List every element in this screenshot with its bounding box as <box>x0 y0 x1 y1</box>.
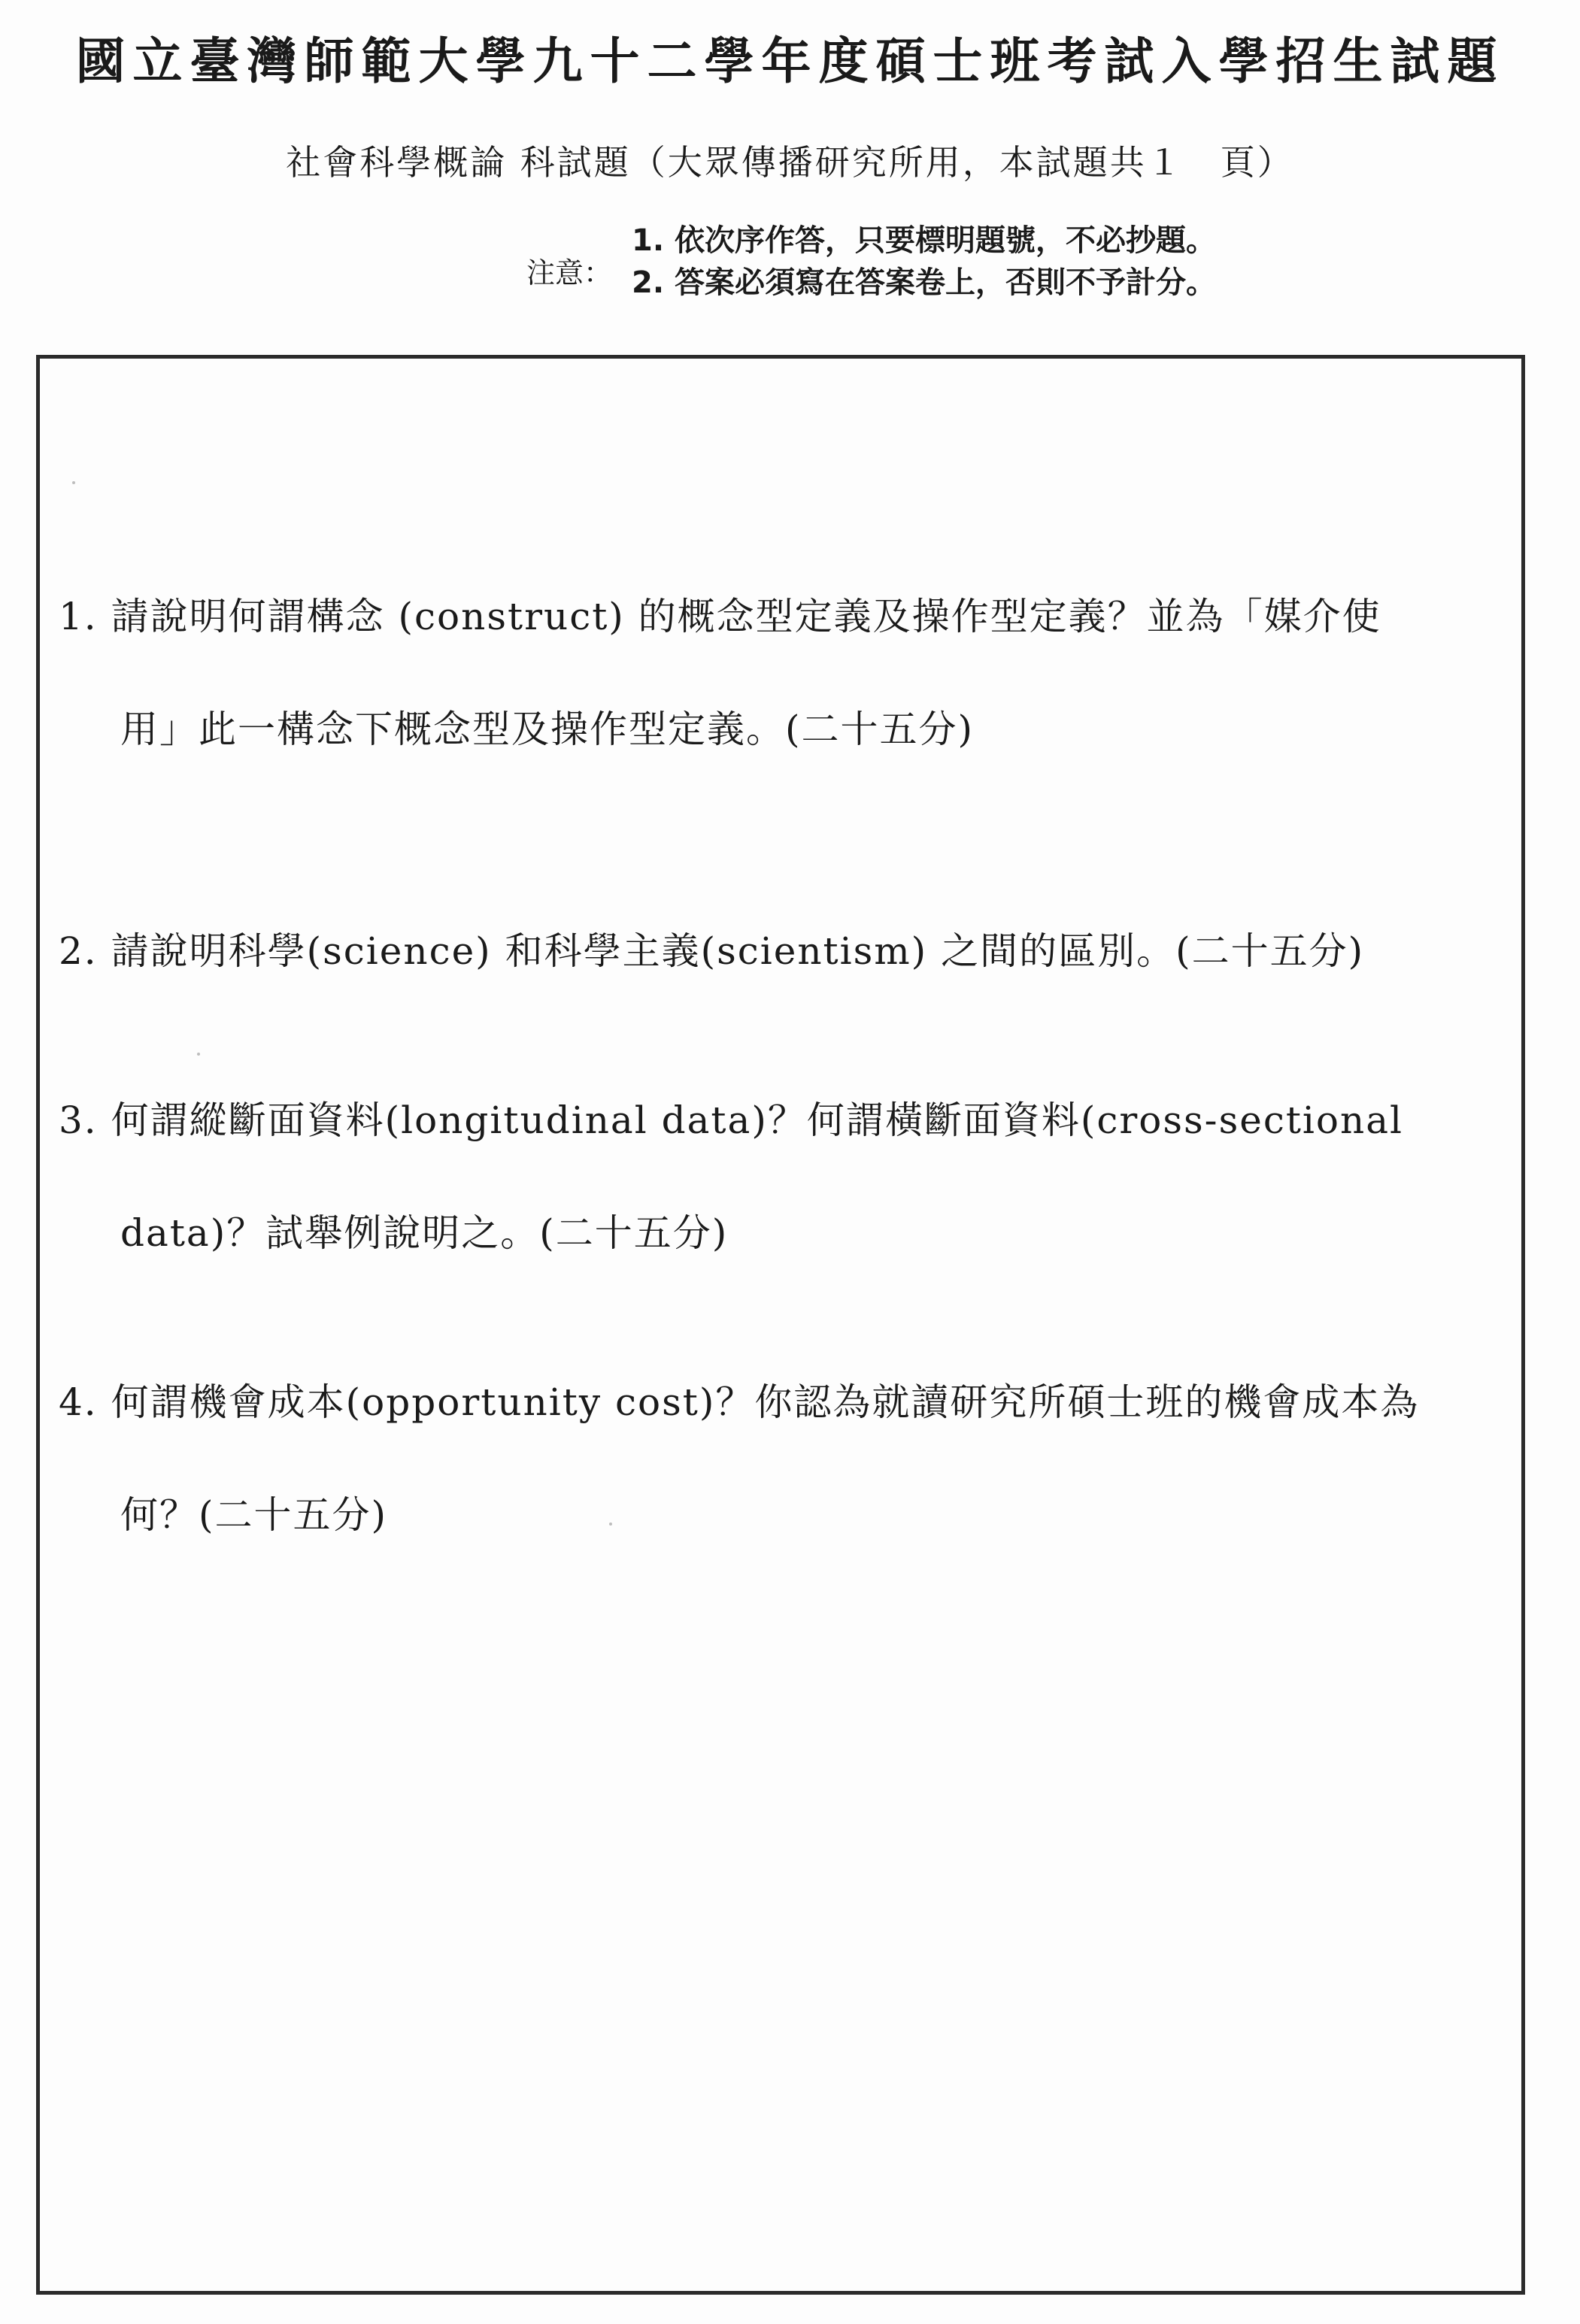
question-4 <box>59 1346 1472 1571</box>
scan-speck <box>609 1523 612 1526</box>
page-subtitle: 社會科學概論 科試題（大眾傳播研究所用，本試題共１ 頁） <box>286 142 1294 183</box>
scan-speck <box>72 481 75 484</box>
question-text-continued: 用」此一構念下概念型及操作型定義。(二十五分) <box>120 708 975 751</box>
page-title: 國立臺灣師範大學九十二學年度碩士班考試入學招生試題 <box>75 32 1505 90</box>
notice-item: 2. 答案必須寫在答案卷上，否則不予計分。 <box>632 265 1216 300</box>
question-number: 1. <box>59 595 98 638</box>
question-line <box>59 895 1472 1007</box>
notice-list <box>632 220 1459 304</box>
question-text: 請說明科學(science) 和科學主義(scientism) 之間的區別。(二十五分) <box>111 929 1365 973</box>
question-text: 何謂機會成本(opportunity cost)？你認為就讀研究所碩士班的機會成本為 <box>111 1380 1420 1424</box>
question-line <box>59 1064 1472 1177</box>
question-number: 4. <box>59 1380 98 1424</box>
question-3 <box>59 1064 1472 1289</box>
question-line <box>59 560 1472 673</box>
question-1 <box>59 560 1472 786</box>
question-2 <box>59 895 1472 1007</box>
question-text-continued: data)？試舉例說明之。(二十五分) <box>120 1211 729 1255</box>
notice-item: 1. 依次序作答，只要標明題號，不必抄題。 <box>632 223 1216 258</box>
question-text-continued: 何？(二十五分) <box>120 1493 388 1537</box>
question-line <box>59 1346 1472 1459</box>
question-number: 3. <box>59 1098 98 1142</box>
question-text: 請說明何謂構念 (construct) 的概念型定義及操作型定義？並為「媒介使 <box>111 595 1381 638</box>
question-number: 2. <box>59 929 98 973</box>
scan-speck <box>197 1053 200 1056</box>
question-text: 何謂縱斷面資料(longitudinal data)？何謂橫斷面資料(cross-sectional <box>111 1098 1404 1142</box>
notice-label: 注意： <box>526 256 613 289</box>
